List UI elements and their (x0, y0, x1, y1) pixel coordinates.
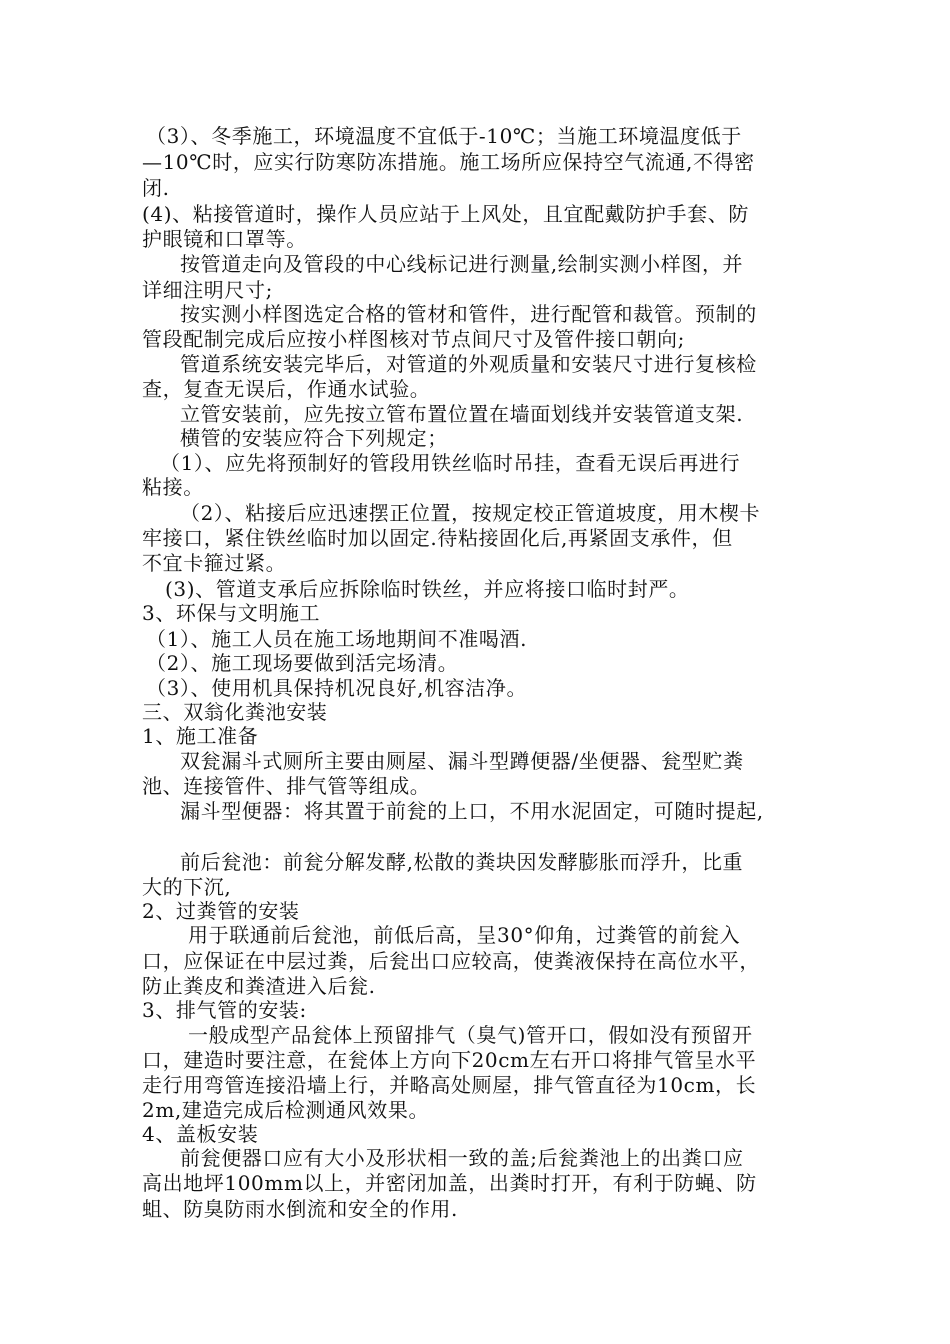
text-line: 横管的安装应符合下列规定； (180, 426, 448, 450)
text-line: 大的下沉, (142, 875, 232, 899)
text-line: 双瓮漏斗式厕所主要由厕屋、漏斗型蹲便器/坐便器、瓮型贮粪 (180, 749, 744, 773)
text-line: 3、环保与文明施工 (142, 601, 321, 625)
text-line: 3、排气管的安装: (142, 998, 307, 1022)
text-line: （2）、粘接后应迅速摆正位置，按规定校正管道坡度，用木楔卡 (180, 501, 761, 525)
text-line: 口，建造时要注意，在瓮体上方向下20cm左右开口将排气管呈水平 (142, 1048, 757, 1072)
text-line: 粘接。 (142, 475, 204, 499)
text-line: 高出地坪100mm以上，并密闭加盖，出粪时打开，有利于防蝇、防 (142, 1171, 757, 1195)
text-line: 详细注明尺寸; (142, 278, 273, 302)
text-line: 池、连接管件、排气管等组成。 (142, 774, 431, 798)
text-line: （1）、施工人员在施工场地期间不准喝酒. (146, 627, 528, 651)
text-line: 防止粪皮和粪渣进入后瓮. (142, 974, 376, 998)
text-line: 4、盖板安装 (142, 1122, 259, 1146)
text-line: 2m,建造完成后检测通风效果。 (142, 1098, 430, 1122)
text-line: （3）、冬季施工，环境温度不宜低于-10℃；当施工环境温度低于 (146, 124, 742, 148)
text-line: 查，复查无误后，作通水试验。 (142, 377, 431, 401)
text-line: 走行用弯管连接沿墙上行，并略高处厕屋，排气管直径为10cm，长 (142, 1073, 757, 1097)
text-line: 前后瓮池：前瓮分解发酵,松散的粪块因发酵膨胀而浮升，比重 (180, 850, 744, 874)
text-line: 管段配制完成后应按小样图核对节点间尺寸及管件接口朝向; (142, 327, 685, 351)
text-line: —10℃时，应实行防寒防冻措施。施工场所应保持空气流通,不得密 (142, 150, 755, 174)
text-line: （1）、应先将预制好的管段用铁丝临时吊挂，查看无误后再进行 (160, 451, 741, 475)
text-line: 一般成型产品瓮体上预留排气（臭气)管开口，假如没有预留开 (188, 1023, 753, 1047)
text-line: 用于联通前后瓮池，前低后高，呈30°仰角，过粪管的前瓮入 (188, 923, 741, 947)
text-line: 立管安装前，应先按立管布置位置在墙面划线并安装管道支架. (180, 402, 744, 426)
text-line: 口，应保证在中层过粪，后瓮出口应较高，使粪液保持在高位水平， (142, 949, 760, 973)
text-line: 蛆、防臭防雨水倒流和安全的作用. (142, 1197, 458, 1221)
text-line: 前瓮便器口应有大小及形状相一致的盖;后瓮粪池上的出粪口应 (180, 1146, 744, 1170)
text-line: 按实测小样图选定合格的管材和管件，进行配管和裁管。预制的 (180, 302, 757, 326)
text-line: 不宜卡箍过紧。 (142, 551, 287, 575)
text-line: 2、过粪管的安装 (142, 899, 300, 923)
text-line: (4)、粘接管道时，操作人员应站于上风处，且宜配戴防护手套、防 (142, 202, 749, 226)
text-line: 漏斗型便器：将其置于前瓮的上口，不用水泥固定，可随时提起, (180, 799, 764, 823)
text-line: 管道系统安装完毕后，对管道的外观质量和安装尺寸进行复核检 (180, 352, 757, 376)
text-line: (3)、管道支承后应拆除临时铁丝，并应将接口临时封严。 (165, 577, 690, 601)
text-line: 护眼镜和口罩等。 (142, 227, 307, 251)
text-line: 三、双翁化粪池安装 (142, 700, 328, 724)
text-line: 牢接口，紧住铁丝临时加以固定.待粘接固化后,再紧固支承件，但 (142, 526, 733, 550)
text-line: （3）、使用机具保持机况良好,机容洁净。 (146, 676, 528, 700)
text-line: （2）、施工现场要做到活完场清。 (146, 651, 459, 675)
text-line: 1、施工准备 (142, 724, 259, 748)
text-line: 按管道走向及管段的中心线标记进行测量,绘制实测小样图，并 (180, 252, 744, 276)
text-line: 闭. (142, 176, 170, 200)
